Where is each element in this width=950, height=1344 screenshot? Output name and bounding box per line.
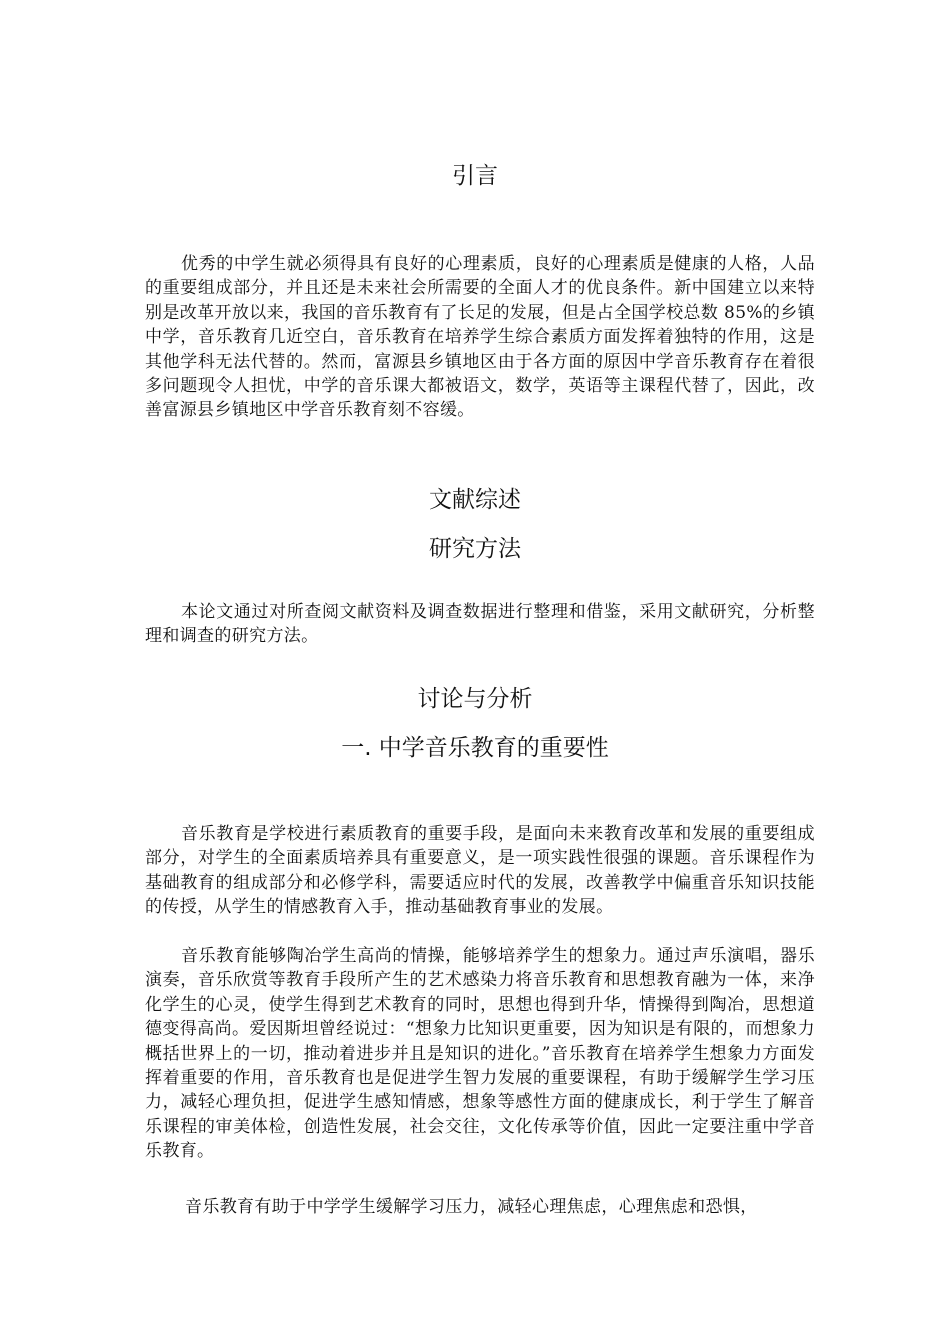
heading-intro: 引言 [452, 163, 498, 189]
heading-research-method: 研究方法 [429, 536, 521, 562]
heading-discussion: 讨论与分析 [417, 686, 533, 712]
paragraph-intro: 优秀的中学生就必须得具有良好的心理素质，良好的心理素质是健康的人格，人品的重要组成部分，并且还是未来社会所需要的全面人才的优良条件。新中国建立以来特别是改革开放以来，我国的音乐教育有了长足的发展，但是占全国学校总数 85%的乡镇中学，音乐教育几近空白，音乐教育在培养学生综合素质方面发挥着独特的作用，这是其他学科无法代替的。然而，富源县乡镇地区由于各方面的原因中学音乐教育存在着很多问题现令人担忧，中学的音乐课大都被语文，数学，英语等主课程代替了，因此，改善富源县乡镇地区中学音乐教育刻不容缓。 [145, 254, 815, 421]
paragraph-section1-3: 音乐教育有助于中学学生缓解学习压力，减轻心理焦虑，心理焦虑和恐惧， [185, 1197, 758, 1217]
heading-literature-review: 文献综述 [429, 487, 521, 513]
paragraph-section1-2: 音乐教育能够陶冶学生高尚的情操，能够培养学生的想象力。通过声乐演唱，器乐演奏，音乐欣赏等教育手段所产生的艺术感染力将音乐教育和思想教育融为一体，来净化学生的心灵，使学生得到艺术教育的同时，思想也得到升华，情操得到陶冶，思想道德变得高尚。爱因斯坦曾经说过：“想象力比知识更重要，因为知识是有限的，而想象力概括世界上的一切，推动着进步并且是知识的进化。”音乐教育在培养学生想象力方面发挥着重要的作用，音乐教育也是促进学生智力发展的重要课程，有助于缓解学生学习压力，减轻心理负担，促进学生感知情感，想象等感性方面的健康成长，利于学生了解音乐课程的审美体检，创造性发展，社会交往，文化传承等价值，因此一定要注重中学音乐教育。 [145, 946, 815, 1162]
heading-section-1: 一. 中学音乐教育的重要性 [341, 735, 609, 761]
paragraph-section1-1: 音乐教育是学校进行素质教育的重要手段，是面向未来教育改革和发展的重要组成部分，对学生的全面素质培养具有重要意义，是一项实践性很强的课题。音乐课程作为基础教育的组成部分和必修学科，需要适应时代的发展，改善教学中偏重音乐知识技能的传授，从学生的情感教育入手，推动基础教育事业的发展。 [145, 824, 815, 918]
paragraph-research-method: 本论文通过对所查阅文献资料及调查数据进行整理和借鉴，采用文献研究，分析整理和调查的研究方法。 [145, 602, 815, 647]
